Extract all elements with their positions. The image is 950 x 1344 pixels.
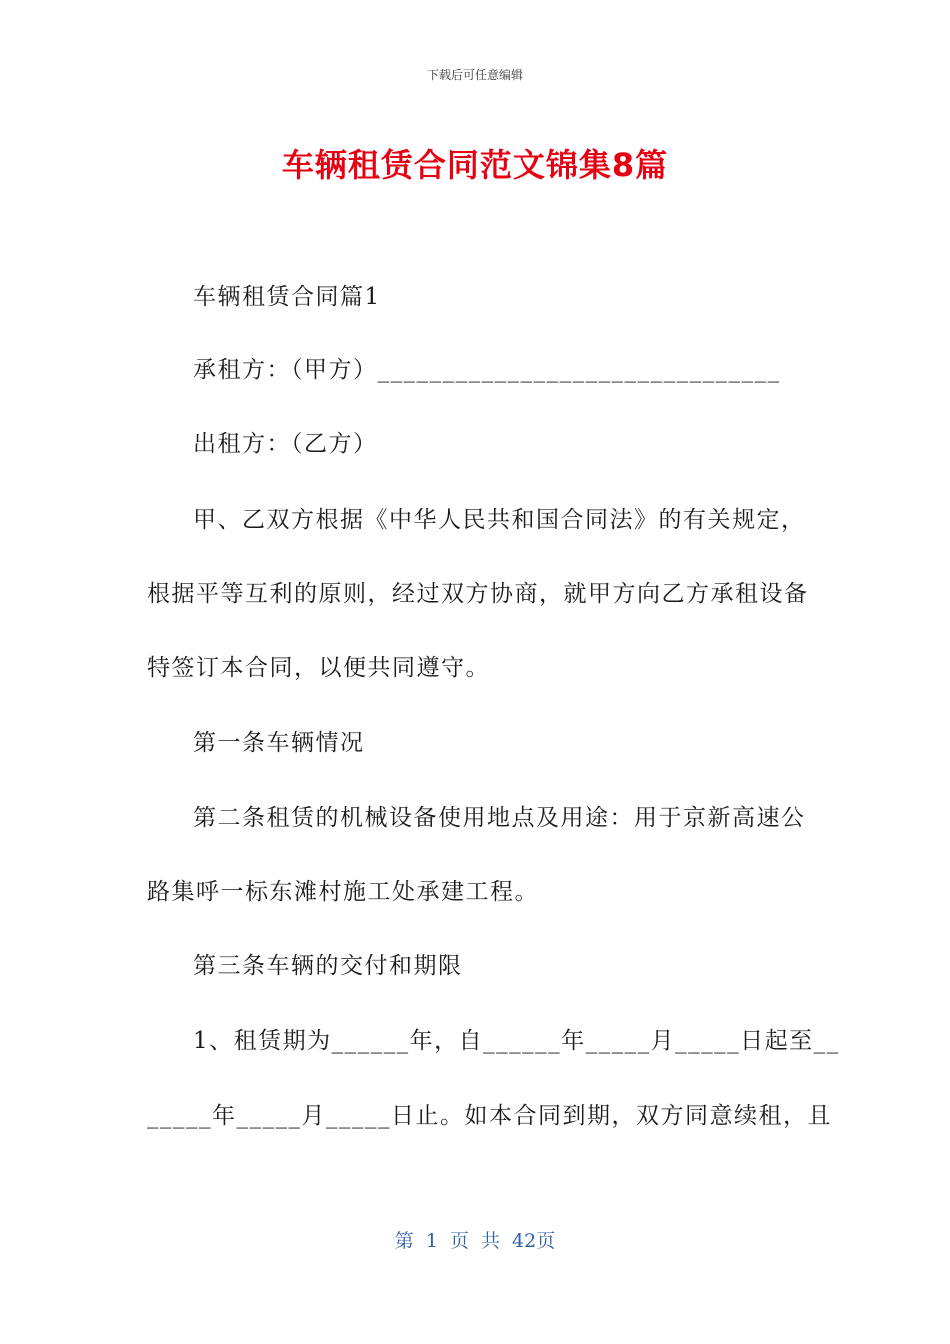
paragraph-line: 路集呼一标东滩村施工处承建工程。 [147,879,539,905]
article-3-heading: 第三条车辆的交付和期限 [193,953,463,979]
article-1-heading: 第一条车辆情况 [193,730,365,756]
lease-term-line: 1、租赁期为______年，自______年_____月_____日起至__ [193,1028,840,1054]
header-note: 下载后可任意编辑 [426,68,523,82]
section-heading-contract-1: 车辆租赁合同篇1 [193,284,381,310]
page-number-footer: 第 1 页 共 42页 [394,1230,556,1252]
paragraph-line: 甲、乙双方根据《中华人民共和国合同法》的有关规定， [193,507,806,533]
paragraph-line: 根据平等互利的原则，经过双方协商，就甲方向乙方承租设备 [147,581,809,607]
article-2-line: 第二条租赁的机械设备使用地点及用途：用于京新高速公 [193,805,806,831]
lease-term-line-continued: _____年_____月_____日止。如本合同到期，双方同意续租，且 [147,1103,832,1129]
paragraph-line: 特签订本合同，以便共同遵守。 [147,655,490,681]
lessee-line: 承租方：（甲方）_______________________________ [193,357,781,383]
lessor-line: 出租方：（乙方） [193,431,378,457]
document-title: 车辆租赁合同范文锦集8篇 [281,146,669,184]
